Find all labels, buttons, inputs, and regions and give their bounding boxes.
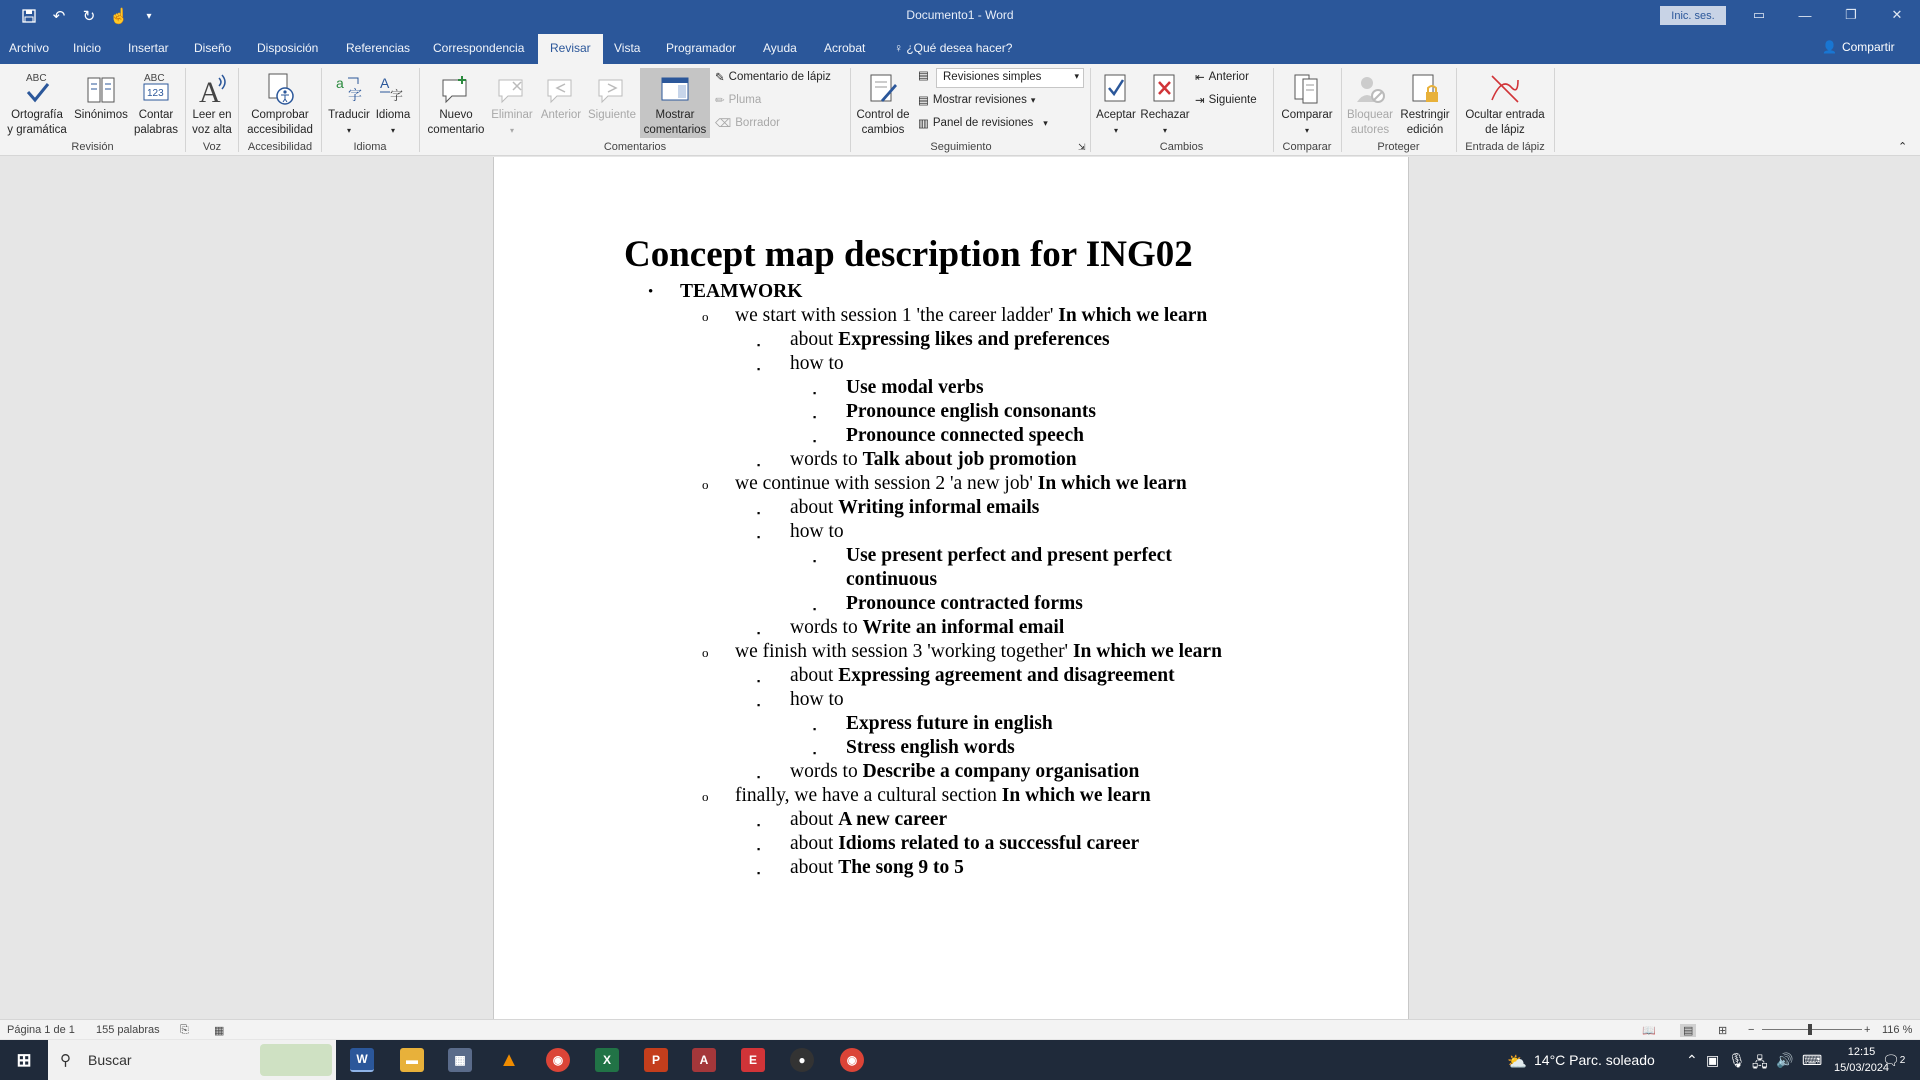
bold-text: A new career (838, 809, 948, 830)
bold-text: Use modal verbs (846, 377, 984, 398)
spelling-grammar-button[interactable]: ABC Ortografía y gramática (6, 68, 68, 138)
bold-text: Writing informal emails (838, 497, 1040, 518)
separator (1090, 68, 1091, 152)
list-item[interactable] (624, 760, 1222, 784)
ink-comment-icon: ✎ (715, 72, 725, 84)
zoom-slider-thumb[interactable] (1808, 1024, 1812, 1035)
text: about (790, 497, 839, 518)
volume-icon[interactable]: 🔊 (1776, 1052, 1794, 1068)
dialog-launcher-icon[interactable]: ⇲ (1078, 142, 1086, 152)
chevron-down-icon: ▾ (346, 126, 351, 135)
accessibility-icon (264, 72, 296, 106)
word-app-icon[interactable]: W (350, 1048, 374, 1072)
notifications-icon[interactable]: 🗨2 (1882, 1052, 1906, 1068)
search-highlight-image (260, 1044, 332, 1076)
group-seguimiento-label: Seguimiento (930, 141, 992, 153)
review-pane-icon: ▥ (918, 118, 929, 130)
list-item[interactable] (624, 520, 1222, 544)
eraser-button[interactable]: ⌫ Borrador (715, 117, 781, 130)
text: finally, we have a cultural section (735, 785, 1002, 806)
svg-text:ABC: ABC (26, 73, 47, 84)
taskbar-search[interactable]: ⚲ Buscar (48, 1040, 336, 1080)
bullet-icon: ▪ (757, 628, 761, 638)
bullet-icon: ▪ (813, 724, 817, 734)
zoom-slider[interactable] (1762, 1029, 1862, 1030)
ribbon (0, 64, 1920, 156)
bold-text: Talk about job promotion (862, 449, 1077, 470)
text: we continue with session 2 'a new job' (735, 473, 1038, 494)
list-item[interactable] (624, 496, 1222, 520)
tab-revisar[interactable]: Revisar (538, 34, 603, 64)
separator (1554, 68, 1555, 152)
pen-icon: ✏ (715, 95, 725, 107)
chevron-down-icon: ▾ (1162, 126, 1167, 135)
bold-text: The song 9 to 5 (838, 857, 964, 878)
bold-text: Write an informal email (862, 617, 1065, 638)
synonyms-button[interactable]: Sinónimos (71, 68, 131, 123)
web-layout-icon[interactable]: ⊞ (1718, 1025, 1728, 1037)
list-item[interactable] (624, 664, 1222, 688)
text: how to (790, 353, 844, 374)
separator (321, 68, 322, 152)
excel-icon[interactable]: X (595, 1048, 619, 1072)
zoom-out-button[interactable]: − (1748, 1024, 1755, 1036)
tab-correspondencia[interactable]: Correspondencia (433, 41, 525, 55)
list-item[interactable] (624, 808, 1222, 832)
list-item[interactable] (624, 304, 1222, 328)
bold-text: continuous (846, 569, 938, 590)
list-item[interactable] (624, 784, 1222, 808)
vlc-icon[interactable]: ▲ (499, 1048, 519, 1071)
markup-display-icon: ▤ (918, 70, 929, 82)
tab-archivo[interactable]: Archivo (9, 41, 50, 55)
text: how to (790, 689, 844, 710)
block-authors-icon (1354, 72, 1386, 106)
word-count-button[interactable]: ABC 123 Contar palabras (131, 68, 181, 138)
show-comments-button[interactable]: Mostrar comentarios (640, 68, 710, 138)
reject-icon (1150, 72, 1180, 106)
language-icon (378, 72, 408, 106)
separator (238, 68, 239, 152)
collapse-ribbon-icon[interactable]: ⌃ (1898, 141, 1908, 153)
zoom-in-button[interactable]: + (1864, 1024, 1871, 1036)
spellcheck-icon (22, 70, 52, 106)
tab-referencias[interactable]: Referencias (346, 41, 411, 55)
next-comment-button[interactable]: Siguiente (586, 68, 638, 123)
document-page[interactable] (493, 157, 1409, 1019)
svg-text:字: 字 (348, 87, 362, 103)
bold-text: In which we learn (1001, 785, 1151, 806)
chevron-down-icon: ▾ (1074, 71, 1079, 81)
customize-qat-icon[interactable]: ▾ (146, 10, 152, 22)
print-layout-icon[interactable]: ▤ (1680, 1024, 1696, 1037)
list-item[interactable] (624, 424, 1222, 448)
calculator-icon[interactable]: ▦ (448, 1048, 472, 1072)
lightbulb-icon: ♀ (894, 41, 903, 55)
touch-mode-icon[interactable]: ☝ (109, 8, 129, 25)
text: how to (790, 521, 844, 542)
separator (419, 68, 420, 152)
text: about (790, 809, 839, 830)
list-item[interactable] (624, 616, 1222, 640)
list-item[interactable] (624, 280, 1222, 304)
bullet-icon: ▪ (757, 700, 761, 710)
track-changes-icon (867, 72, 899, 106)
word-count[interactable]: 155 palabras (96, 1024, 160, 1036)
search-icon: ⚲ (60, 1052, 71, 1069)
list-item[interactable] (624, 736, 1222, 760)
bold-text: Express future in english (846, 713, 1053, 734)
svg-text:123: 123 (147, 88, 164, 99)
bullet-icon: ▪ (813, 556, 817, 566)
delete-comment-button[interactable]: Eliminar ▾ (488, 68, 536, 138)
restrict-editing-button[interactable]: Restringir edición (1396, 68, 1454, 138)
acrobat-icon[interactable]: E (741, 1048, 765, 1072)
list-item[interactable] (624, 832, 1222, 856)
chevron-down-icon: ▾ (1113, 126, 1118, 135)
keyboard-icon[interactable]: ⌨ (1802, 1052, 1823, 1068)
windows-start-icon[interactable]: ⊞ (16, 1049, 32, 1070)
macro-recording-icon[interactable]: ▦ (214, 1025, 225, 1037)
text: about (790, 329, 839, 350)
chevron-down-icon: ▾ (1304, 126, 1309, 135)
accept-icon (1101, 72, 1131, 106)
minimize-button[interactable]: — (1798, 7, 1812, 23)
delete-comment-icon (496, 74, 528, 106)
bullet-icon: ▪ (757, 820, 761, 830)
text: about (790, 665, 839, 686)
track-changes-button[interactable]: Control de cambios (853, 68, 913, 138)
read-mode-icon[interactable]: 📖 (1642, 1025, 1656, 1037)
group-comentarios-label: Comentarios (603, 141, 667, 153)
bold-text: In which we learn (1058, 305, 1208, 326)
bold-text: TEAMWORK (680, 281, 803, 302)
list-item[interactable] (624, 544, 1222, 568)
language-button[interactable]: A 字 Idioma ▾ (372, 68, 414, 138)
bullet-icon: ▪ (813, 604, 817, 614)
text: words to (790, 449, 863, 470)
group-cambios-label: Cambios (1159, 141, 1204, 153)
person-icon: 👤 (1822, 40, 1837, 54)
bulleted-list (624, 280, 1222, 880)
separator (1273, 68, 1274, 152)
restore-button[interactable]: ❐ (1845, 7, 1857, 22)
group-comparar-label: Comparar (1282, 141, 1332, 153)
show-comments-icon (659, 74, 691, 106)
window-title: Documento1 - Word (906, 8, 1014, 22)
markup-display-select[interactable]: Revisiones simples ▾ (936, 68, 1084, 88)
svg-text:ABC: ABC (144, 73, 165, 84)
separator (1341, 68, 1342, 152)
bullet-icon: o (702, 309, 709, 324)
taskbar-clock[interactable]: 12:15 15/03/2024 (1834, 1046, 1890, 1074)
bold-text: In which we learn (1072, 641, 1222, 662)
ink-comment-button[interactable]: ✎ Comentario de lápiz (715, 71, 831, 84)
zoom-level[interactable]: 116 % (1882, 1024, 1913, 1036)
chevron-down-icon: ▾ (1030, 94, 1036, 105)
tab-inicio[interactable]: Inicio (73, 41, 102, 55)
svg-text:字: 字 (390, 88, 404, 103)
redo-icon[interactable]: ↻ (82, 8, 96, 25)
translate-button[interactable]: a 字 Traducir ▾ (324, 68, 374, 138)
text: words to (790, 761, 863, 782)
undo-icon[interactable]: ↶ (52, 8, 66, 25)
translate-icon (334, 72, 364, 106)
chrome-icon[interactable]: ◉ (546, 1048, 570, 1072)
next-change-button[interactable]: ⇥ Siguiente (1195, 94, 1257, 107)
document-body[interactable] (624, 233, 1222, 880)
list-item[interactable] (624, 856, 1222, 880)
tab-acrobat[interactable]: Acrobat (824, 41, 866, 55)
chevron-up-icon[interactable]: ⌃ (1686, 1052, 1698, 1068)
bullet-icon: ▪ (757, 772, 761, 782)
bold-text: Pronounce english consonants (846, 401, 1096, 422)
read-aloud-button[interactable]: A Leer en voz alta (187, 68, 237, 138)
bullet-icon: o (702, 789, 709, 804)
reject-button[interactable]: Rechazar ▾ (1140, 68, 1190, 138)
separator (185, 68, 186, 152)
bold-text: Use present perfect and present perfect (846, 545, 1172, 566)
bullet-icon: o (702, 477, 709, 492)
chrome-icon-2[interactable]: ◉ (840, 1048, 864, 1072)
chevron-down-icon: ▾ (390, 126, 395, 135)
read-aloud-icon (197, 72, 227, 106)
text: about (790, 833, 839, 854)
list-item[interactable] (624, 376, 1222, 400)
tab-ayuda[interactable]: Ayuda (763, 41, 797, 55)
tab-programador[interactable]: Programador (666, 41, 737, 55)
separator (850, 68, 851, 152)
status-bar (0, 1019, 1920, 1039)
text: we start with session 1 'the career ladder' (735, 305, 1059, 326)
bold-text: Expressing likes and preferences (838, 329, 1110, 350)
show-markup-icon: ▤ (918, 95, 929, 107)
ribbon-tabs (0, 32, 1920, 64)
list-item[interactable] (624, 352, 1222, 376)
tab-disposicion[interactable]: Disposición (257, 41, 319, 55)
bullet-icon: ▪ (757, 868, 761, 878)
accept-button[interactable]: Aceptar ▾ (1092, 68, 1140, 138)
group-entrada-lapiz-label: Entrada de lápiz (1465, 141, 1545, 153)
tab-insertar[interactable]: Insertar (128, 41, 169, 55)
bullet-icon: ▪ (813, 412, 817, 422)
network-icon[interactable]: 🖧 (1752, 1054, 1768, 1070)
bullet-icon: • (648, 284, 654, 300)
microphone-icon[interactable]: 🎙 (1728, 1052, 1746, 1068)
block-authors-button[interactable]: Bloquear autores (1344, 68, 1396, 138)
proofing-icon[interactable]: ⎘ (180, 1024, 189, 1036)
previous-comment-icon (545, 74, 577, 106)
taskbar (0, 1040, 1920, 1080)
document-heading: Concept map description for ING02 (624, 234, 1193, 275)
list-item[interactable] (624, 592, 1222, 616)
bullet-icon: ▪ (813, 388, 817, 398)
bullet-icon: ▪ (757, 676, 761, 686)
share-button[interactable]: 👤 Compartir (1822, 40, 1895, 54)
ribbon-display-icon[interactable]: ▭ (1752, 7, 1766, 22)
bold-text: In which we learn (1037, 473, 1187, 494)
compare-button[interactable]: Comparar ▾ (1276, 68, 1338, 138)
compare-icon (1291, 72, 1323, 106)
next-change-icon: ⇥ (1195, 95, 1205, 107)
bold-text: Expressing agreement and disagreement (838, 665, 1175, 686)
bold-text: Stress english words (846, 737, 1015, 758)
hide-ink-icon (1488, 72, 1522, 106)
bold-text: Idioms related to a successful career (838, 833, 1140, 854)
document-area (0, 157, 1920, 1019)
svg-text:A: A (380, 75, 390, 91)
weather-text[interactable]: 14°C Parc. soleado (1534, 1052, 1655, 1068)
previous-change-button[interactable]: ⇤ Anterior (1195, 71, 1249, 84)
tab-vista[interactable]: Vista (614, 41, 641, 55)
bold-text: Pronounce connected speech (846, 425, 1084, 446)
bullet-icon: ▪ (813, 436, 817, 446)
bullet-icon: ▪ (757, 364, 761, 374)
show-markup-button[interactable]: ▤ Mostrar revisiones ▾ (918, 94, 1036, 107)
group-idioma-label: Idioma (353, 141, 387, 153)
eraser-icon: ⌫ (715, 118, 732, 130)
title-bar (0, 0, 1920, 32)
list-item[interactable] (624, 400, 1222, 424)
access-icon[interactable]: A (692, 1048, 716, 1072)
thesaurus-icon (85, 74, 117, 106)
text: words to (790, 617, 863, 638)
list-item[interactable] (624, 688, 1222, 712)
chevron-down-icon: ▾ (1043, 117, 1048, 128)
bullet-icon: ▪ (757, 844, 761, 854)
list-item[interactable] (624, 640, 1222, 664)
group-revision-label: Revisión (71, 141, 114, 153)
bullet-icon: ▪ (757, 508, 761, 518)
list-item[interactable] (624, 328, 1222, 352)
group-voz-label: Voz (202, 141, 222, 153)
weather-icon[interactable]: ⛅ (1507, 1054, 1527, 1071)
next-comment-icon (596, 74, 628, 106)
bold-text: Describe a company organisation (862, 761, 1140, 782)
page-count[interactable]: Página 1 de 1 (7, 1024, 75, 1036)
svg-text:A: A (199, 76, 221, 106)
group-proteger-label: Proteger (1377, 141, 1420, 153)
chevron-down-icon: ▾ (509, 126, 514, 135)
list-item[interactable] (624, 712, 1222, 736)
bold-text: Pronounce contracted forms (846, 593, 1083, 614)
new-comment-button[interactable]: Nuevo comentario (424, 68, 488, 138)
bullet-icon: ▪ (757, 460, 761, 470)
new-comment-icon (440, 74, 472, 106)
list-item[interactable] (624, 448, 1222, 472)
text: we finish with session 3 'working together' (735, 641, 1073, 662)
svg-text:a: a (336, 75, 344, 91)
bullet-icon: o (702, 645, 709, 660)
bullet-icon: ▪ (757, 340, 761, 350)
word-count-icon (141, 70, 171, 106)
hide-ink-button[interactable]: Ocultar entrada de lápiz (1460, 68, 1550, 138)
tab-diseno[interactable]: Diseño (194, 41, 232, 55)
separator (1456, 68, 1457, 152)
check-accessibility-button[interactable]: Comprobar accesibilidad (242, 68, 318, 138)
review-pane-button[interactable]: ▥ Panel de revisiones ▾ (918, 117, 1048, 130)
previous-change-icon: ⇤ (1195, 72, 1205, 84)
close-button[interactable]: ✕ (1891, 7, 1903, 22)
powerpoint-icon[interactable]: P (644, 1048, 668, 1072)
meet-now-icon[interactable]: ▣ (1706, 1052, 1720, 1068)
bullet-icon: ▪ (757, 532, 761, 542)
list-item[interactable] (624, 568, 1222, 592)
obs-icon[interactable]: ● (790, 1048, 814, 1072)
pen-button[interactable]: ✏ Pluma (715, 94, 762, 107)
list-item[interactable] (624, 472, 1222, 496)
text: about (790, 857, 839, 878)
sign-in-button[interactable]: Inic. ses. (1660, 6, 1726, 25)
bullet-icon: ▪ (813, 748, 817, 758)
restrict-editing-icon (1409, 72, 1441, 106)
group-accesibilidad-label: Accesibilidad (247, 141, 313, 153)
previous-comment-button[interactable]: Anterior (536, 68, 586, 123)
tell-me-search[interactable]: ♀ ¿Qué desea hacer? (894, 41, 1013, 55)
file-explorer-icon[interactable]: ▬ (400, 1048, 424, 1072)
